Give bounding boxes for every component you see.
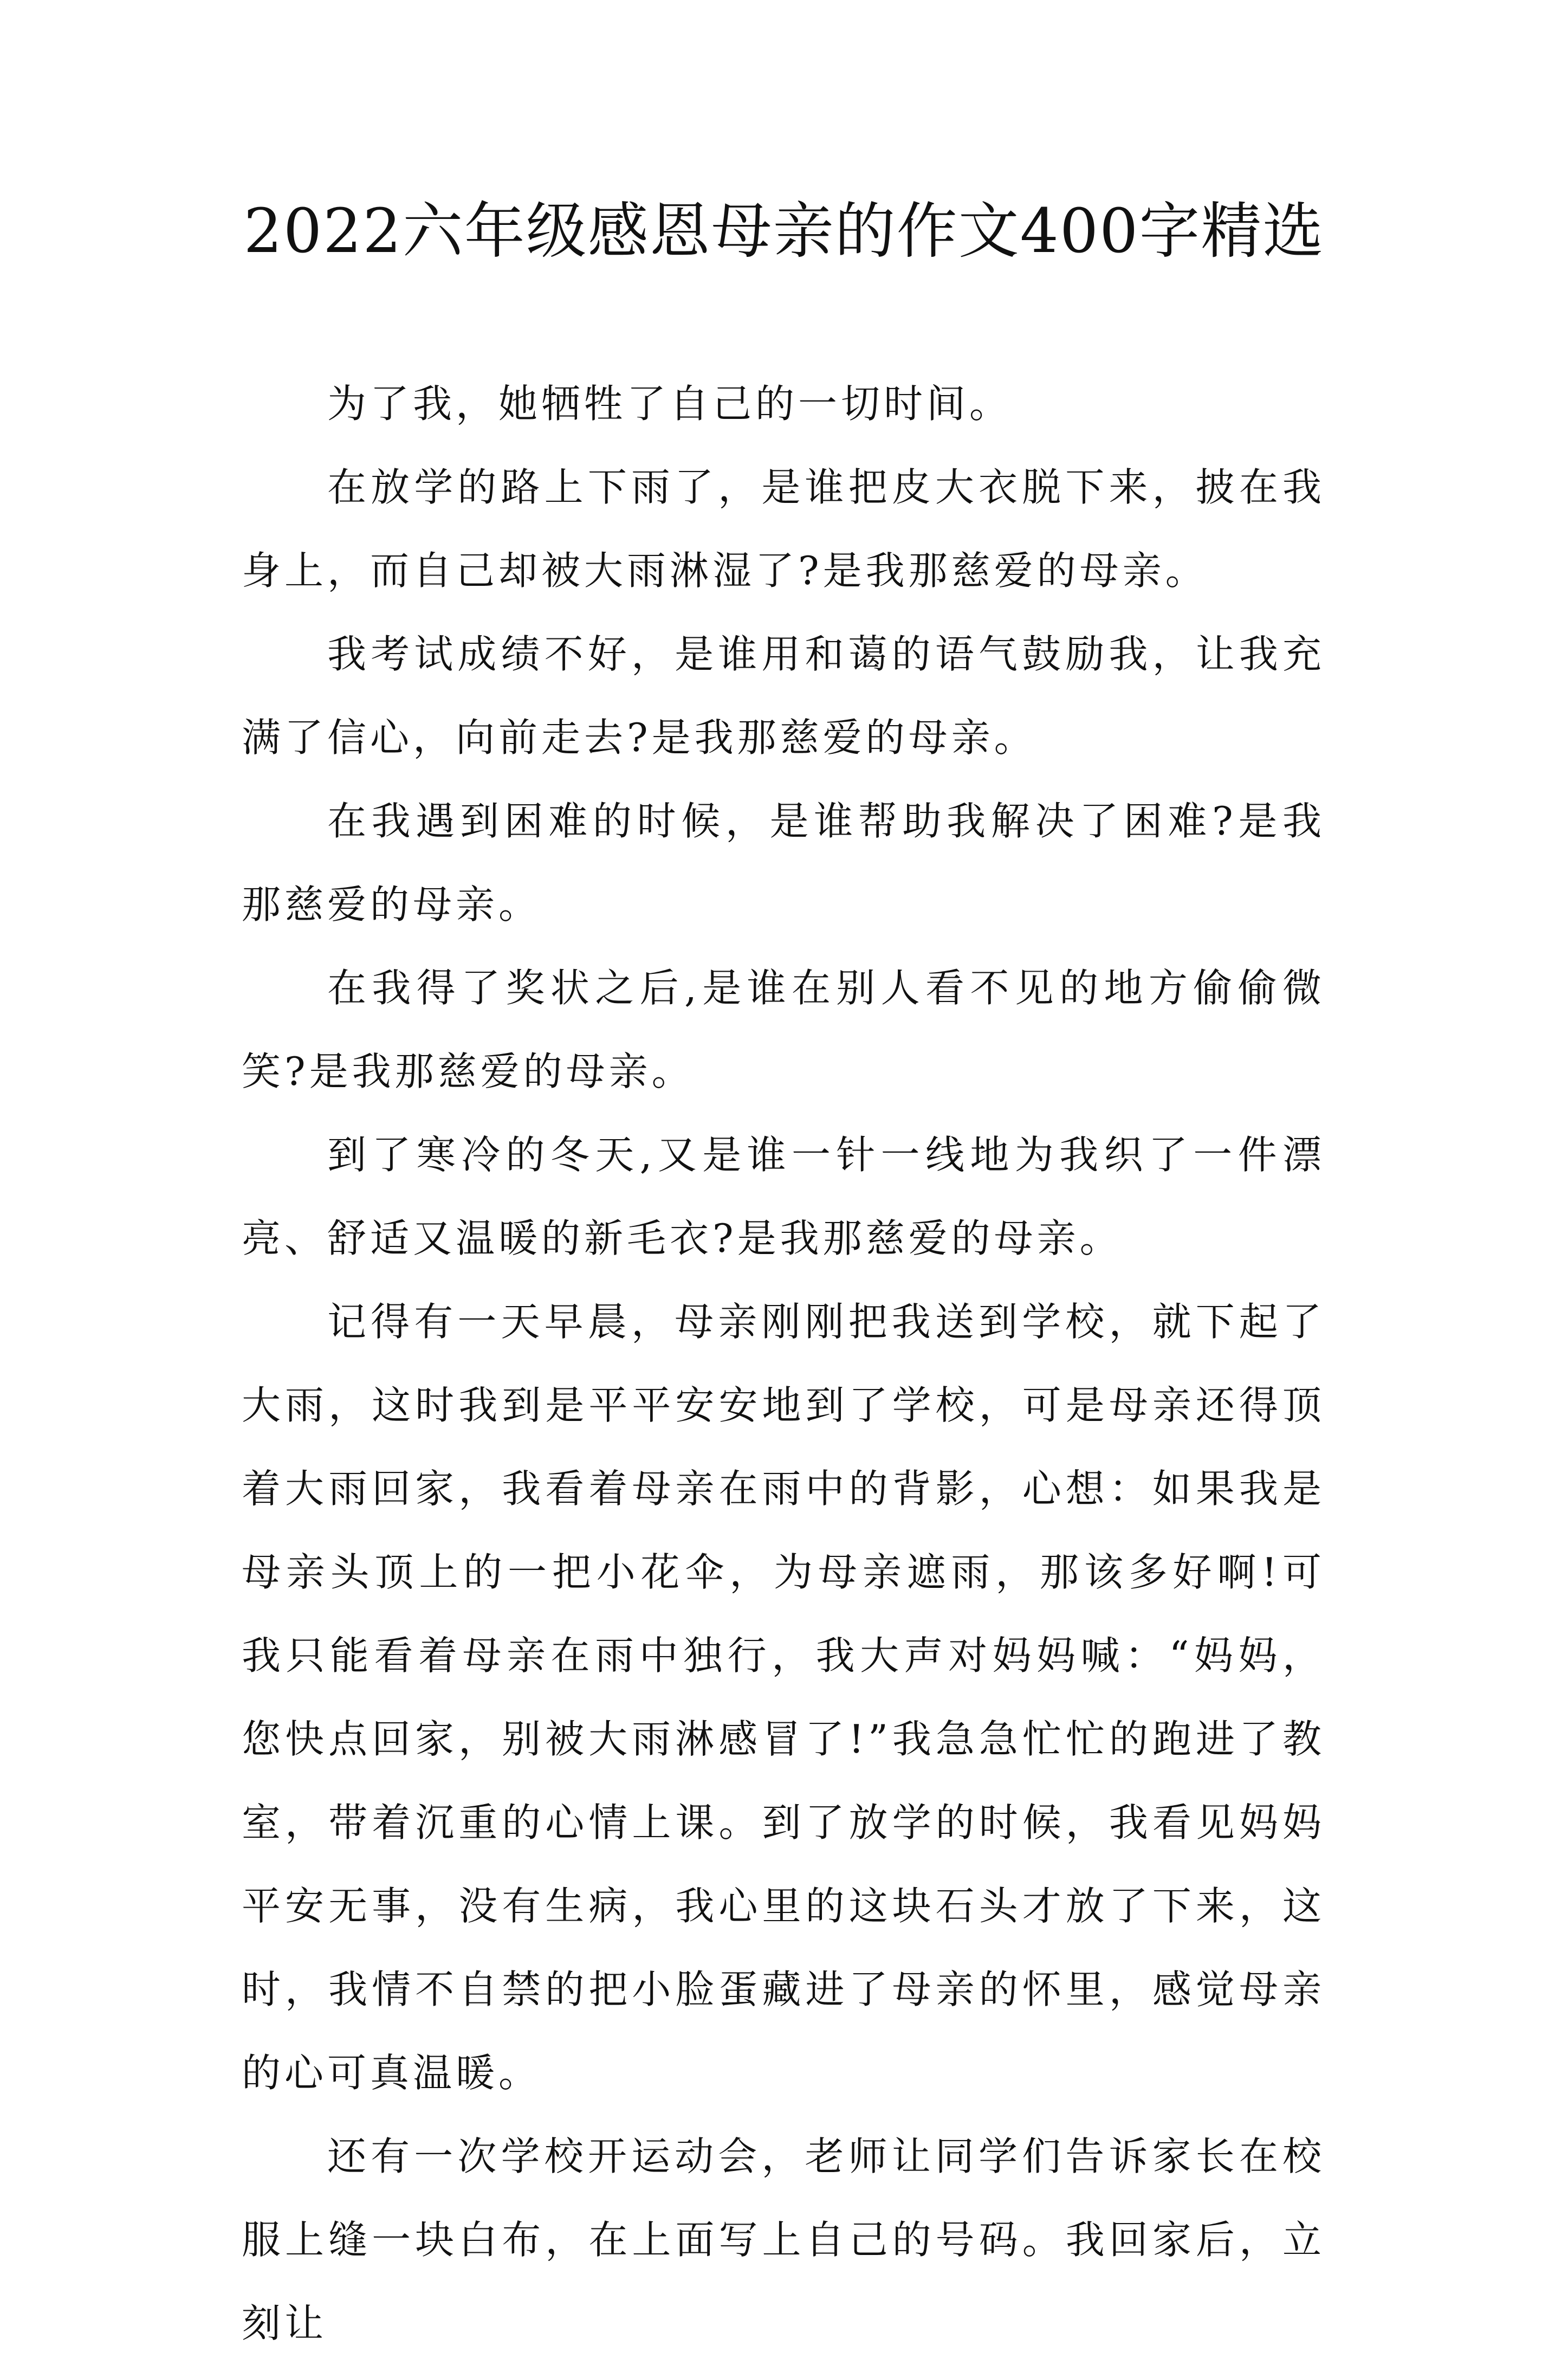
paragraph-7: 记得有一天早晨，母亲刚刚把我送到学校，就下起了大雨，这时我到是平平安安地到了学校，可是母亲还得顶着大雨回家，我看着母亲在雨中的背影，心想：如果我是母亲头顶上的一把小花伞，为母亲遮雨，那该多好啊!可我只能看着母亲在雨中独行，我大声对妈妈喊：“妈妈，您快点回家，别被大雨淋感冒了!”我急急忙忙的跑进了教室，带着沉重的心情上课。到了放学的时候，我看见妈妈平安无事，没有生病，我心里的这块石头才放了下来，这时，我情不自禁的把小脸蛋藏进了母亲的怀里，感觉母亲的心可真温暖。: [242, 1299, 1325, 2096]
paragraph-5: 在我得了奖状之后,是谁在别人看不见的地方偷偷微笑?是我那慈爱的母亲。: [242, 965, 1325, 1094]
paragraph-4: 在我遇到困难的时候，是谁帮助我解决了困难?是我那慈爱的母亲。: [242, 798, 1325, 927]
paragraph-1: 为了我，她牺牲了自己的一切时间。: [327, 381, 1013, 427]
paragraph-3: 我考试成绩不好，是谁用和蔼的语气鼓励我，让我充满了信心，向前走去?是我那慈爱的母亲。: [242, 631, 1325, 760]
paragraph-2: 在放学的路上下雨了，是谁把皮大衣脱下来，披在我身上，而自己却被大雨淋湿了?是我那慈爱的母亲。: [242, 464, 1325, 593]
paragraph-8: 还有一次学校开运动会，老师让同学们告诉家长在校服上缝一块白布，在上面写上自己的号码。我回家后，立刻让: [242, 2134, 1325, 2346]
document-title: 2022六年级感恩母亲的作文400字精选: [243, 196, 1325, 267]
paragraph-6: 到了寒冷的冬天,又是谁一针一线地为我织了一件漂亮、舒适又温暖的新毛衣?是我那慈爱的母亲。: [242, 1132, 1325, 1261]
document-body: [242, 362, 1325, 2365]
